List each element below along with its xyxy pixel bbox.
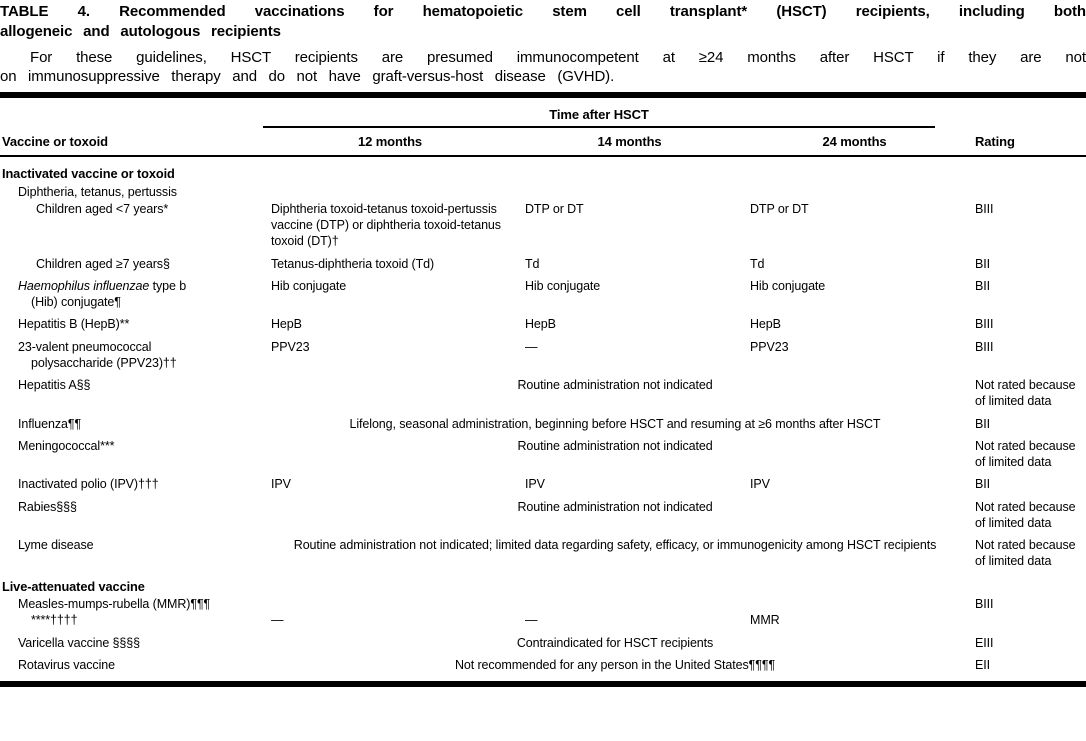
column-header-14-months: 14 months <box>517 128 742 156</box>
cell-14-months: Td <box>525 256 540 271</box>
empty-header-cell <box>967 98 1086 128</box>
table-intro-line2: on immunosuppressive therapy and do not have graft-versus-host disease (GVHD). <box>0 68 615 86</box>
time-after-hsct-header <box>263 98 967 128</box>
table-row-children-under-7 <box>0 200 1086 250</box>
table-row-hib <box>0 272 1086 311</box>
table-intro-line1: For these guidelines, HSCT recipients are presumed immunocompetent at ≥24 months after HSCT if they are not <box>30 48 1086 66</box>
column-header-vaccine: Vaccine or toxoid <box>0 128 263 156</box>
section-row-live-attenuated <box>0 570 1086 596</box>
table-row-varicella <box>0 629 1086 651</box>
table-intro <box>0 48 1086 88</box>
table-row-hepatitis-b <box>0 310 1086 332</box>
column-header-rating: Rating <box>967 128 1086 156</box>
cell-rating: Not rated because of limited data <box>975 538 1076 569</box>
cell-14-months: Hib conjugate <box>525 278 601 293</box>
cell-24-months: Td <box>750 256 765 271</box>
table-row-rotavirus <box>0 651 1086 677</box>
cell-24-months: HepB <box>750 317 781 332</box>
cell-rating: BII <box>975 416 990 431</box>
vaccine-label <box>0 272 263 311</box>
cell-14-months: IPV <box>525 477 545 492</box>
cell-24-months: DTP or DT <box>750 201 809 216</box>
vaccine-label: Meningococcal*** <box>18 438 115 453</box>
time-after-hsct-header-row <box>0 98 1086 128</box>
cell-rating: Not rated because of limited data <box>975 438 1076 470</box>
table-row-ppv23 <box>0 333 1086 372</box>
cell-rating: BIII <box>975 339 994 354</box>
cell-rating: BIII <box>975 201 994 216</box>
table-title-line2: allogeneic and autologous recipients <box>0 22 281 40</box>
vaccine-label-rest: type b (Hib) conjugate¶ <box>31 278 187 310</box>
vaccine-label: 23-valent pneumococcal polysaccharide (PPV23)†† <box>18 339 177 370</box>
section-row-inactivated <box>0 156 1086 183</box>
cell-rating: BII <box>975 256 990 271</box>
vaccine-label: Inactivated polio (IPV)††† <box>18 477 159 492</box>
column-header-12-months: 12 months <box>263 128 517 156</box>
cell-rating: BII <box>975 278 990 293</box>
table-row-lyme-disease <box>0 531 1086 570</box>
cell-12-months: IPV <box>271 477 291 492</box>
time-after-hsct-label: Time after HSCT <box>263 107 935 128</box>
cell-span-note: Routine administration not indicated; limited data regarding safety, efficacy, or immunogenicity among HSCT recipients <box>293 538 937 553</box>
table-row-meningococcal <box>0 432 1086 471</box>
table-row-rabies <box>0 493 1086 532</box>
column-header-24-months: 24 months <box>742 128 967 156</box>
cell-12-months: Hib conjugate <box>271 278 347 293</box>
cell-14-months: DTP or DT <box>525 201 584 216</box>
vaccination-table <box>0 98 1086 677</box>
cell-12-months: HepB <box>271 317 302 332</box>
vaccine-label: Rotavirus vaccine <box>18 657 115 672</box>
column-header-row <box>0 128 1086 156</box>
cell-rating: BIII <box>975 597 994 612</box>
cell-rating: Not rated because of limited data <box>975 499 1076 530</box>
vaccine-label: Influenza¶¶ <box>18 416 82 431</box>
cell-rating: Not rated because of limited data <box>975 378 1076 409</box>
cell-12-months: Diphtheria toxoid-tetanus toxoid-pertussis vaccine (DTP) or diphtheria toxoid-tetanus toxoid (DT)† <box>271 201 501 249</box>
cell-24-months: IPV <box>750 477 770 492</box>
cell-rating: BII <box>975 477 990 492</box>
vaccine-label: Children aged ≥7 years§ <box>36 256 170 271</box>
cell-rating: EII <box>975 657 990 672</box>
cell-14-months: HepB <box>525 317 556 332</box>
cell-12-months: Tetanus-diphtheria toxoid (Td) <box>271 256 435 271</box>
vaccine-label: Children aged <7 years* <box>36 201 169 216</box>
section-label: Live-attenuated vaccine <box>2 578 145 594</box>
cell-rating <box>967 183 1086 200</box>
cell-24-months: MMR <box>750 613 780 628</box>
vaccine-label: Varicella vaccine §§§§ <box>18 635 140 650</box>
vaccine-label: Measles-mumps-rubella (MMR)¶¶¶ ****†††† <box>18 597 211 628</box>
cell-24-months: Hib conjugate <box>750 278 826 293</box>
table-row-influenza <box>0 410 1086 432</box>
vaccine-label: Diphtheria, tetanus, pertussis <box>18 184 177 199</box>
vaccine-label: Hepatitis A§§ <box>18 378 91 393</box>
section-label: Inactivated vaccine or toxoid <box>2 165 175 181</box>
cell-span-note: Contraindicated for HSCT recipients <box>516 635 714 650</box>
table-bottom-rule <box>0 681 1086 687</box>
cell-14-months: — <box>525 339 538 354</box>
cell-span-note: Not recommended for any person in the United States¶¶¶¶ <box>454 657 776 672</box>
table-row-children-7-and-over <box>0 250 1086 272</box>
table-row-ipv <box>0 470 1086 492</box>
table-row-hepatitis-a <box>0 371 1086 410</box>
cell-rating: BIII <box>975 317 994 332</box>
vaccine-label-italic: Haemophilus influenzae <box>18 278 150 293</box>
cell-span-note: Routine administration not indicated <box>517 499 713 514</box>
cell-span-note: Lifelong, seasonal administration, beginning before HSCT and resuming at ≥6 months after HSCT <box>349 416 881 431</box>
vaccine-label: Rabies§§§ <box>18 499 77 514</box>
cell-span-note: Routine administration not indicated <box>517 438 713 453</box>
cell-12-months: PPV23 <box>271 339 310 354</box>
cell-14-months: — <box>525 613 538 628</box>
vaccine-label: Lyme disease <box>18 538 94 553</box>
table-title <box>0 2 1086 42</box>
vaccine-label: Hepatitis B (HepB)** <box>18 317 130 332</box>
table-row-diphtheria-group <box>0 183 1086 200</box>
cell-24-months <box>742 183 967 200</box>
cell-rating: EIII <box>975 635 994 650</box>
empty-header-cell <box>0 98 263 128</box>
cell-12-months: — <box>271 613 284 628</box>
cell-14-months <box>517 183 742 200</box>
table-row-mmr <box>0 595 1086 629</box>
table-title-line1: TABLE 4. Recommended vaccinations for hematopoietic stem cell transplant* (HSCT) recipients, including both <box>0 3 1086 20</box>
cell-12-months <box>263 183 517 200</box>
cell-24-months: PPV23 <box>750 339 789 354</box>
cell-span-note: Routine administration not indicated <box>517 378 713 393</box>
